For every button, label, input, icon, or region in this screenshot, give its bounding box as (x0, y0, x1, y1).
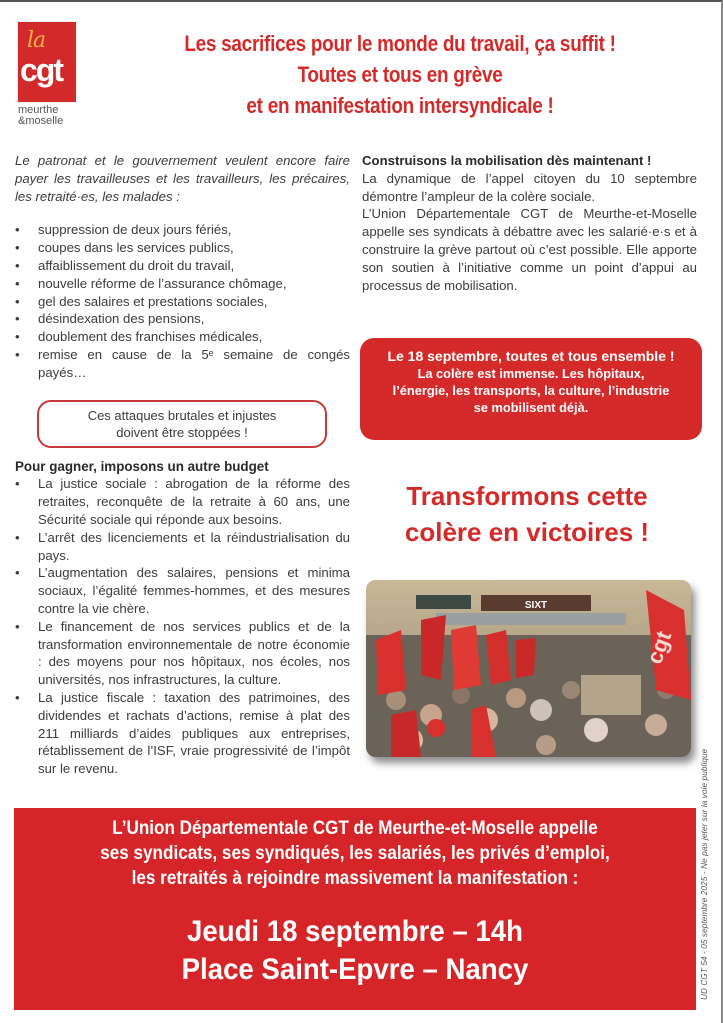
event-details (41, 913, 668, 989)
red-box-line2: l’énergie, les transports, la culture, l’industrie (392, 383, 670, 398)
logo-sub-line1: meurthe (18, 104, 59, 116)
call-to-action-banner (14, 808, 696, 1010)
list-item: • coupes dans les services publics, (15, 239, 350, 257)
protest-sign (581, 675, 641, 715)
footer-side-note: UD CGT 54 - 05 septembre 2025 - Ne pas jeter sur la voie publique (700, 748, 709, 1000)
budget-list (15, 475, 350, 778)
headline-line2: Toutes et tous en grève (297, 62, 503, 87)
callout-line2: doivent être stoppées ! (116, 424, 248, 440)
logo-sub-line2: &moselle (18, 115, 64, 127)
list-item: • gel des salaires et prestations sociales, (15, 293, 350, 311)
headline (138, 28, 663, 121)
list-item: • affaiblissement du droit du travail, (15, 257, 350, 275)
headline-line1: Les sacrifices pour le monde du travail, ça suffit ! (184, 31, 616, 56)
list-item: • La justice sociale : abrogation de la réforme des retraites, reconquête de la retraite à 60 ans, une Sécurité sociale qui réponde aux besoins. (15, 475, 350, 528)
attacks-callout (37, 400, 327, 448)
banner-line2: ses syndicats, ses syndiqués, les salariés, les privés d’emploi, (100, 843, 610, 864)
list-item: • remise en cause de la 5ᵉ semaine de congés payés… (15, 346, 350, 382)
mobilisation-paragraph-1: La dynamique de l’appel citoyen du 10 septembre démontre l’ampleur de la colère sociale. (362, 170, 697, 204)
cgt-logo (18, 22, 80, 127)
red-cap (427, 719, 445, 737)
shop-sign-text: SIXT (524, 600, 548, 611)
banner-line1: L’Union Départementale CGT de Meurthe-et-Moselle appelle (112, 818, 598, 839)
cgt-logo-box (18, 22, 76, 102)
list-item: • suppression de deux jours fériés, (15, 221, 350, 239)
logo-la-text: la (27, 28, 46, 53)
victory-line1: Transformons cette (406, 481, 648, 511)
list-item: • L’augmentation des salaires, pensions et minima sociaux, l’égalité femmes-hommes, et des mesures contre la vie chère. (15, 564, 350, 617)
mobilisation-title: Construisons la mobilisation dès maintenant ! (362, 153, 652, 168)
cgt-flag-text: cgt (641, 627, 677, 668)
callout-line1: Ces attaques brutales et injustes (87, 407, 277, 423)
photo-illustration (366, 580, 691, 757)
banner-message (48, 816, 662, 891)
logo-subtitle (18, 105, 80, 127)
budget-title: Pour gagner, imposons un autre budget (15, 458, 269, 474)
list-item: • nouvelle réforme de l’assurance chômage, (15, 275, 350, 293)
intro-text: Le patronat et le gouvernement veulent encore faire payer les travailleuses et les travailleurs, les précaires, les retraité·es, les malades : (15, 153, 350, 204)
attacks-list (15, 221, 350, 381)
red-box-line1: La colère est immense. Les hôpitaux, (417, 366, 645, 381)
september-18-box (360, 338, 702, 440)
right-column (362, 152, 697, 294)
logo-cgt-text: cgt (20, 52, 62, 88)
banner-line3: les retraités à rejoindre massivement la manifestation : (131, 868, 579, 889)
list-item: • doublement des franchises médicales, (15, 328, 350, 346)
awning (436, 613, 626, 625)
list-item: • La justice fiscale : taxation des patrimoines, des dividendes et rachats d’actions, remise à plat des 211 milliards d’aides publiques aux entreprises, rétablissement de l’ISF, vraie progressivité de l’impôt sur le revenu. (15, 689, 350, 778)
event-date: Jeudi 18 septembre – 14h (187, 915, 523, 948)
mobilisation-paragraph-2: L’Union Départementale CGT de Meurthe-et-Moselle appelle ses syndicats à débattre avec les salarié·e·s et à construire la grève partout où c’est possible. Elle apporte son soutien à l’initiative comme un point d’appui au processus de mobilisation. (362, 206, 697, 293)
shop-sign-left (416, 595, 471, 609)
victory-line2: colère en victoires ! (404, 517, 650, 547)
left-column (15, 152, 350, 778)
headline-line3: et en manifestation intersyndicale ! (246, 93, 554, 118)
list-item: • Le financement de nos services publics et de la transformation environnementale de notre économie : des moyens pour nos hôpitaux, nos écoles, nos universités, nos infrastructures, la culture. (15, 618, 350, 689)
event-place: Place Saint-Epvre – Nancy (181, 953, 529, 986)
list-item: • L’arrêt des licenciements et la réindustrialisation du pays. (15, 529, 350, 565)
victory-slogan (362, 478, 692, 550)
red-box-title: Le 18 septembre, toutes et tous ensemble ! (387, 348, 675, 364)
list-item: • désindexation des pensions, (15, 310, 350, 328)
red-box-line3: se mobilisent déjà. (473, 400, 589, 415)
demonstration-photo (366, 580, 691, 757)
